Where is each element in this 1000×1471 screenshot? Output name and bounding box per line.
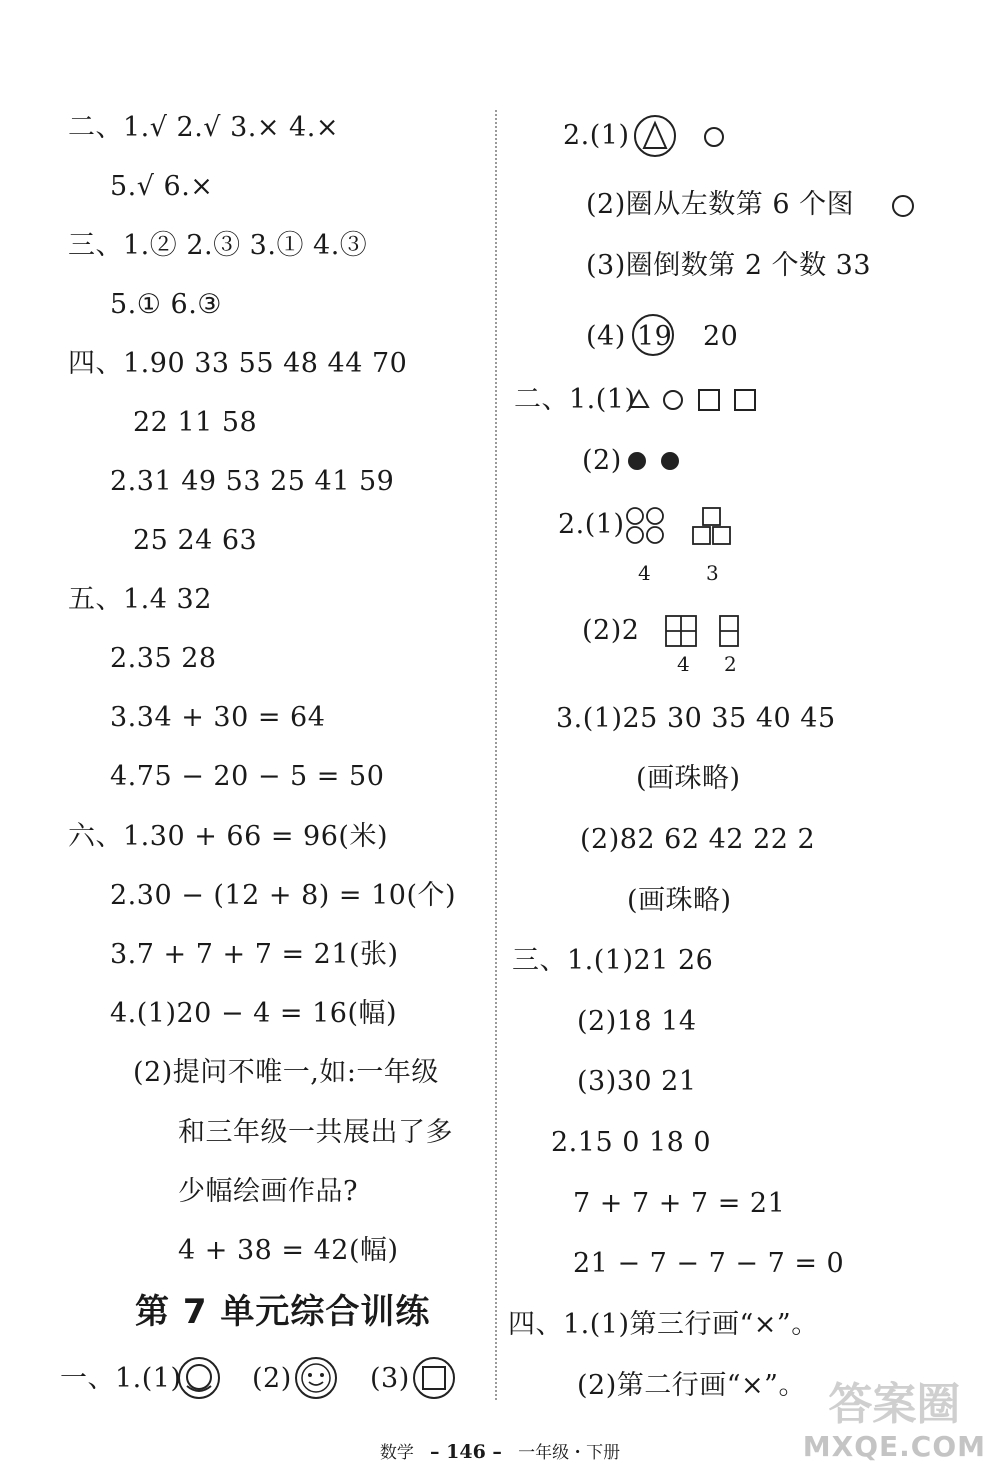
square-icon xyxy=(733,388,757,412)
left-line-14: 2.30 − (12 + 8) = 10(个) xyxy=(110,880,457,911)
square-in-circle-icon xyxy=(411,1356,457,1400)
split-rect-icon xyxy=(718,614,740,648)
right-line-4-c: 20 xyxy=(703,321,739,352)
right-line-9: 3.(1)25 30 35 40 45 xyxy=(556,703,836,734)
left-line-6: 22 11 58 xyxy=(133,407,258,438)
left-line-11: 3.34 + 30 = 64 xyxy=(110,702,326,733)
triangle-icon xyxy=(628,388,650,410)
right-line-1: 2.(1) xyxy=(563,120,630,151)
right-line-14: (2)18 14 xyxy=(577,1006,697,1037)
right-line-2: (2)圈从左数第 6 个图 xyxy=(586,189,855,220)
left-line-8: 25 24 63 xyxy=(133,525,258,556)
stacked-squares-icon xyxy=(690,506,734,546)
right-line-20: (2)第二行画“×”。 xyxy=(577,1370,806,1401)
column-divider xyxy=(495,110,497,1400)
right-line-10: (画珠略) xyxy=(636,763,741,794)
right-line-17: 7 + 7 + 7 = 21 xyxy=(573,1188,786,1219)
left-line-7: 2.31 49 53 25 41 59 xyxy=(110,466,395,497)
watermark xyxy=(803,1380,986,1464)
ring-icon xyxy=(175,1356,223,1400)
square-icon xyxy=(697,388,721,412)
left-line-5: 四、1.90 33 55 48 44 70 xyxy=(68,348,408,379)
right-line-15: (3)30 21 xyxy=(577,1066,697,1097)
left-line-15: 3.7 + 7 + 7 = 21(张) xyxy=(110,939,399,970)
left-line-21-c: (3) xyxy=(370,1363,410,1394)
left-line-1: 二、1.√ 2.√ 3.× 4.× xyxy=(68,112,339,143)
right-line-6: (2) xyxy=(582,445,622,476)
left-line-9: 五、1.4 32 xyxy=(68,584,212,615)
right-line-4-a: (4) xyxy=(586,321,626,352)
footer-grade: 一年级・下册 xyxy=(518,1443,621,1463)
right-line-5: 二、1.(1) xyxy=(514,384,636,415)
left-line-21-a: 一、1.(1) xyxy=(60,1363,182,1394)
right-line-8: (2)2 xyxy=(582,615,640,646)
left-line-4: 5.① 6.③ xyxy=(110,289,223,320)
right-line-7: 2.(1) xyxy=(558,509,625,540)
footer-subject: 数学 xyxy=(379,1443,414,1463)
right-line-3: (3)圈倒数第 2 个数 33 xyxy=(586,250,872,281)
left-line-12: 4.75 − 20 − 5 = 50 xyxy=(110,761,385,792)
triangle-in-circle-icon xyxy=(632,114,678,158)
count-label: 4 xyxy=(677,652,690,676)
filled-circle-icon xyxy=(626,450,648,472)
left-line-10: 2.35 28 xyxy=(110,643,217,674)
section-title: 第 7 单元综合训练 xyxy=(135,1292,431,1332)
count-label: 2 xyxy=(724,652,737,676)
circle-icon xyxy=(891,194,915,218)
circle-icon xyxy=(703,126,725,148)
circle-icon xyxy=(662,389,684,411)
filled-circle-icon xyxy=(659,450,681,472)
right-line-12: (画珠略) xyxy=(627,885,732,916)
watermark-site: MXQE.COM xyxy=(802,1430,986,1463)
count-label: 4 xyxy=(638,561,651,585)
right-line-16: 2.15 0 18 0 xyxy=(551,1127,712,1158)
page-number: – 146 – xyxy=(430,1441,502,1463)
grid-square-icon xyxy=(664,614,698,648)
left-line-20: 4 + 38 = 42(幅) xyxy=(178,1235,399,1266)
count-label: 3 xyxy=(706,561,719,585)
left-line-21-b: (2) xyxy=(252,1363,292,1394)
right-line-19: 四、1.(1)第三行画“×”。 xyxy=(508,1309,819,1340)
smiley-icon xyxy=(293,1356,339,1400)
left-line-16: 4.(1)20 − 4 = 16(幅) xyxy=(110,998,398,1029)
right-line-13: 三、1.(1)21 26 xyxy=(512,945,714,976)
left-line-3: 三、1.② 2.③ 3.① 4.③ xyxy=(68,230,368,261)
watermark-logo: 答案圈 xyxy=(828,1379,961,1430)
four-circles-icon xyxy=(624,506,668,546)
right-line-4-b: 19 xyxy=(637,321,673,352)
left-line-2: 5.√ 6.× xyxy=(110,171,214,202)
left-line-18: 和三年级一共展出了多 xyxy=(178,1117,453,1148)
left-line-17: (2)提问不唯一,如:一年级 xyxy=(133,1057,439,1088)
left-line-13: 六、1.30 + 66 = 96(米) xyxy=(68,821,388,852)
left-line-19: 少幅绘画作品? xyxy=(178,1176,358,1207)
right-line-11: (2)82 62 42 22 2 xyxy=(580,824,816,855)
right-line-18: 21 − 7 − 7 − 7 = 0 xyxy=(573,1248,845,1279)
